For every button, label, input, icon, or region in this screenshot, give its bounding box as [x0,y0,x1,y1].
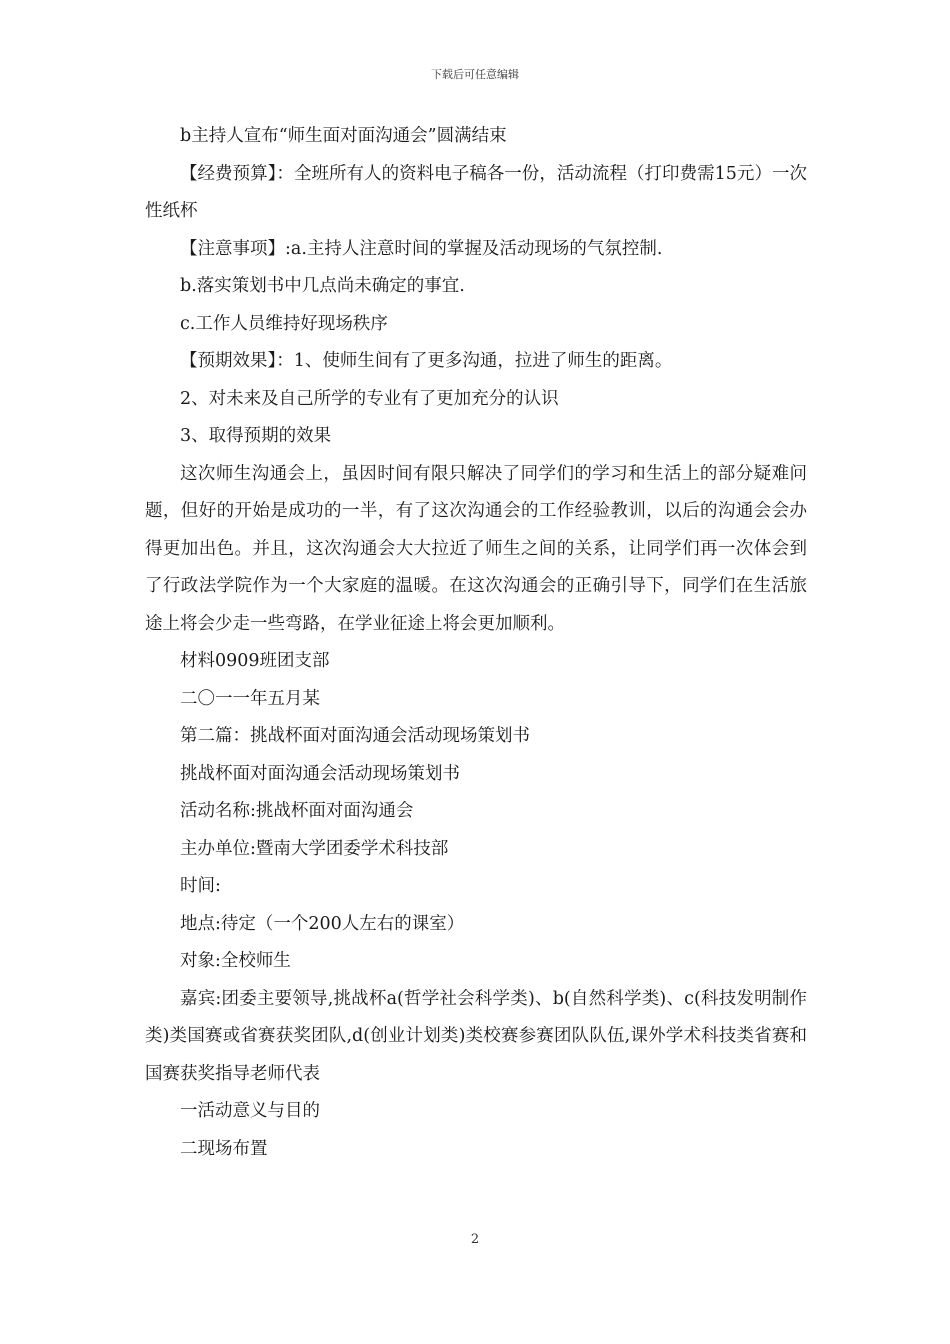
paragraph: 2、对未来及自己所学的专业有了更加充分的认识 [180,388,559,409]
paragraph: 这次师生沟通会上，虽因时间有限只解决了同学们的学习和生活上的部分疑难问题，但好的开始是成功的一半，有了这次沟通会的工作经验教训，以后的沟通会会办得更加出色。并且，这次沟通会大大拉近了师生之间的关系，让同学们再一次体会到了行政法学院作为一个大家庭的温暖。在这次沟通会的正确引导下，同学们在生活旅途上将会少走一些弯路，在学业征途上将会更加顺利。 [145,463,807,634]
paragraph: 时间: [180,876,221,896]
paragraph: b.落实策划书中几点尚未确定的事宜. [180,276,465,296]
paragraph: 【注意事项】:a.主持人注意时间的掌握及活动现场的气氛控制. [180,238,663,259]
header-note: 下载后可任意编辑 [431,68,519,81]
paragraph: 材料0909班团支部 [180,651,330,671]
page-number: 2 [470,1232,480,1247]
paragraph: b主持人宣布“师生面对面沟通会”圆满结束 [180,126,507,146]
document-body [145,118,807,1168]
paragraph: 二〇一一年五月某 [180,688,320,709]
paragraph: 【经费预算】：全班所有人的资料电子稿各一份，活动流程（打印费需15元）一次性纸杯 [145,163,807,221]
paragraph: 【预期效果】：1、使师生间有了更多沟通，拉进了师生的距离。 [180,351,673,371]
paragraph: 二现场布置 [180,1138,268,1159]
paragraph: 对象:全校师生 [180,951,291,971]
paragraph: 3、取得预期的效果 [180,426,332,446]
paragraph: 一活动意义与目的 [180,1101,320,1121]
paragraph: 挑战杯面对面沟通会活动现场策划书 [180,763,460,784]
paragraph: 第二篇：挑战杯面对面沟通会活动现场策划书 [180,726,530,746]
paragraph: c.工作人员维持好现场秩序 [180,313,388,334]
paragraph: 嘉宾:团委主要领导,挑战杯a(哲学社会科学类)、b(自然科学类)、c(科技发明制作类)类国赛或省赛获奖团队,d(创业计划类)类校赛参赛团队队伍,课外学术科技类省赛和国赛获奖指导老师代表 [145,988,807,1084]
paragraph: 地点:待定（一个200人左右的课室） [180,913,465,934]
paragraph: 主办单位:暨南大学团委学术科技部 [180,838,449,859]
paragraph: 活动名称:挑战杯面对面沟通会 [180,801,414,821]
